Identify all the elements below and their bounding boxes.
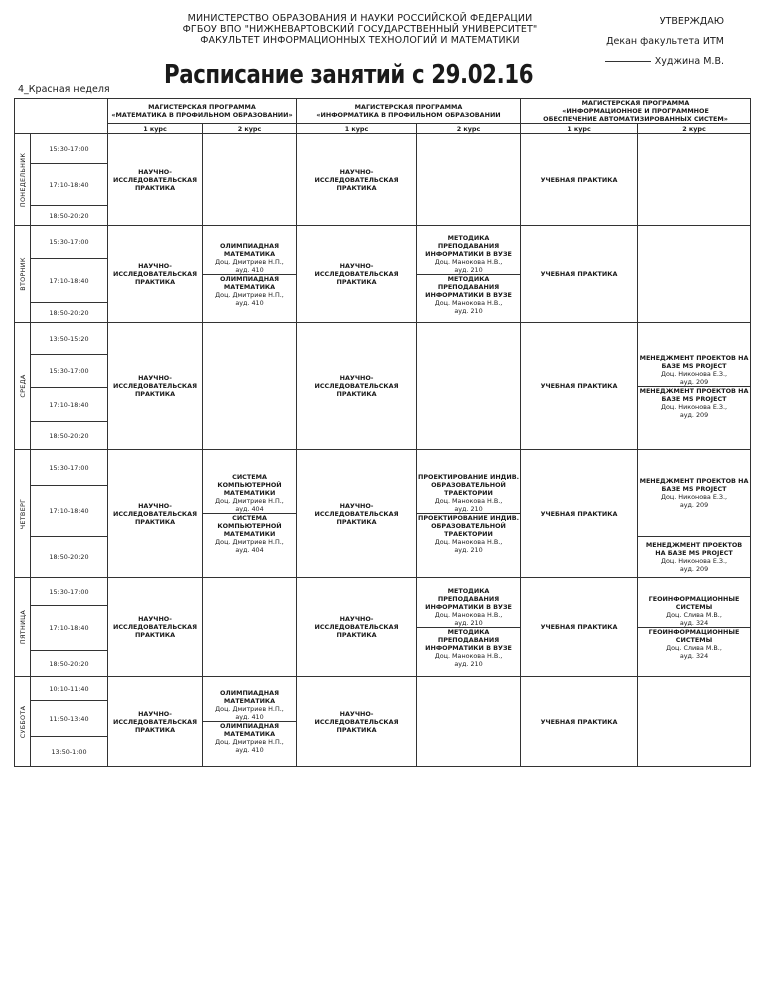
ministry-line: МИНИСТЕРСТВО ОБРАЗОВАНИЯ И НАУКИ РОССИЙСКОЙ ФЕДЕРАЦИИ (187, 13, 533, 24)
time-slot: 10:10-11:40 (31, 677, 108, 701)
course-header: 2 курс (203, 124, 297, 134)
research-practice-cell: НАУЧНО- ИССЛЕДОВАТЕЛЬСКАЯ ПРАКТИКА (297, 578, 417, 677)
subject-cell (203, 677, 297, 767)
time-slot: 18:50-20:20 (31, 206, 108, 226)
program-math: МАГИСТЕРСКАЯ ПРОГРАММА «МАТЕМАТИКА В ПРОФИЛЬНОМ ОБРАЗОВАНИИ» (108, 99, 297, 124)
subject-olymp: ОЛИМПИАДНАЯ МАТЕМАТИКА Доц. Дмитриев Н.П., ауд. 410 (215, 241, 284, 274)
header-institution (180, 13, 540, 46)
study-practice-cell: УЧЕБНАЯ ПРАКТИКА (521, 578, 638, 677)
signature-underline (605, 61, 651, 62)
subject-olymp: ОЛИМПИАДНАЯ МАТЕМАТИКА Доц. Дмитриев Н.П., ауд. 410 (215, 689, 284, 721)
subject-mgmt: МЕНЕДЖМЕНТ ПРОЕКТОВ НА БАЗЕ MS PROJECT Доц. Никонова Е.З., ауд. 209 (639, 477, 749, 509)
dean-label: Декан факультета ИТМ (606, 36, 724, 47)
time-slot: 17:10-18:40 (31, 388, 108, 422)
day-monday: ПОНЕДЕЛЬНИК (15, 134, 31, 226)
subject-geo: ГЕОИНФОРМАЦИОННЫЕ СИСТЕМЫ Доц. Слива М.В., ауд. 324 (638, 627, 750, 660)
subject-method: МЕТОДИКА ПРЕПОДАВАНИЯ ИНФОРМАТИКИ В ВУЗЕ Доц. Манокова Н.В., ауд. 210 (425, 233, 512, 274)
subject-mgmt: МЕНЕДЖМЕНТ ПРОЕКТОВ НА БАЗЕ MS PROJECT Доц. Никонова Е.З., ауд. 209 (639, 353, 749, 386)
research-practice-cell: НАУЧНО- ИССЛЕДОВАТЕЛЬСКАЯ ПРАКТИКА (108, 226, 203, 323)
course-header: 1 курс (108, 124, 203, 134)
time-slot: 11:50-13:40 (31, 701, 108, 737)
study-practice-cell: УЧЕБНАЯ ПРАКТИКА (521, 226, 638, 323)
time-slot: 18:50-20:20 (31, 537, 108, 578)
time-slot: 15:30-17:00 (31, 578, 108, 606)
empty-cell (638, 226, 751, 323)
day-thursday: ЧЕТВЕРГ (15, 450, 31, 578)
subject-sys: СИСТЕМА КОМПЬЮТЕРНОЙ МАТЕМАТИКИ Доц. Дмитриев Н.П., ауд. 404 (203, 513, 296, 554)
subject-sys: СИСТЕМА КОМПЬЮТЕРНОЙ МАТЕМАТИКИ Доц. Дмитриев Н.П., ауд. 404 (215, 473, 284, 513)
approval-block (605, 12, 724, 72)
subject-cell (417, 226, 521, 323)
empty-cell (203, 578, 297, 677)
empty-cell (203, 323, 297, 450)
subject-cell (638, 578, 751, 677)
subject-olymp: ОЛИМПИАДНАЯ МАТЕМАТИКА Доц. Дмитриев Н.П., ауд. 410 (203, 721, 296, 754)
faculty-line: ФАКУЛЬТЕТ ИНФОРМАЦИОННЫХ ТЕХНОЛОГИЙ И МАТЕМАТИКИ (200, 35, 520, 46)
approve-label: УТВЕРЖДАЮ (659, 16, 724, 27)
research-practice-cell: НАУЧНО- ИССЛЕДОВАТЕЛЬСКАЯ ПРАКТИКА (297, 323, 417, 450)
time-slot: 18:50-20:20 (31, 422, 108, 450)
research-practice-cell: НАУЧНО- ИССЛЕДОВАТЕЛЬСКАЯ ПРАКТИКА (108, 677, 203, 767)
research-practice-cell: НАУЧНО- ИССЛЕДОВАТЕЛЬСКАЯ ПРАКТИКА (108, 450, 203, 578)
research-practice-cell: НАУЧНО- ИССЛЕДОВАТЕЛЬСКАЯ ПРАКТИКА (297, 226, 417, 323)
time-slot: 13:50-15:20 (31, 323, 108, 355)
subject-method: МЕТОДИКА ПРЕПОДАВАНИЯ ИНФОРМАТИКИ В ВУЗЕ Доц. Манокова Н.В., ауд. 210 (417, 274, 520, 315)
time-slot: 15:30-17:00 (31, 450, 108, 486)
research-practice-cell: НАУЧНО- ИССЛЕДОВАТЕЛЬСКАЯ ПРАКТИКА (108, 323, 203, 450)
time-slot: 15:30-17:00 (31, 134, 108, 164)
empty-cell (417, 134, 521, 226)
research-practice-cell: НАУЧНО- ИССЛЕДОВАТЕЛЬСКАЯ ПРАКТИКА (108, 134, 203, 226)
time-slot: 17:10-18:40 (31, 486, 108, 537)
subject-mgmt: МЕНЕДЖМЕНТ ПРОЕКТОВ НА БАЗЕ MS PROJECT Доц. Никонова Е.З., ауд. 209 (645, 541, 743, 573)
empty-cell (417, 677, 521, 767)
week-label: 4_Красная неделя (18, 84, 110, 95)
time-slot: 17:10-18:40 (31, 606, 108, 651)
time-slot: 13:50-1:00 (31, 737, 108, 767)
time-slot: 17:10-18:40 (31, 164, 108, 206)
time-slot: 17:10-18:40 (31, 259, 108, 303)
day-friday: ПЯТНИЦА (15, 578, 31, 677)
subject-cell (203, 226, 297, 323)
empty-cell (417, 323, 521, 450)
time-slot: 18:50-20:20 (31, 303, 108, 323)
study-practice-cell: УЧЕБНАЯ ПРАКТИКА (521, 323, 638, 450)
day-wednesday: СРЕДА (15, 323, 31, 450)
page-title: Расписание занятий с 29.02.16 (164, 60, 534, 90)
program-software: МАГИСТЕРСКАЯ ПРОГРАММА «ИНФОРМАЦИОННОЕ И ПРОГРАММНОЕ ОБЕСПЕЧЕНИЕ АВТОМАТИЗИРОВАННЫХ СИСТЕМ» (521, 99, 751, 124)
subject-cell (638, 537, 751, 578)
university-line: ФГБОУ ВПО "НИЖНЕВАРТОВСКИЙ ГОСУДАРСТВЕННЫЙ УНИВЕРСИТЕТ" (182, 24, 538, 35)
empty-cell (638, 134, 751, 226)
subject-mgmt: МЕНЕДЖМЕНТ ПРОЕКТОВ НА БАЗЕ MS PROJECT Доц. Никонова Е.З., ауд. 209 (639, 386, 749, 419)
subject-cell (638, 450, 751, 537)
research-practice-cell: НАУЧНО- ИССЛЕДОВАТЕЛЬСКАЯ ПРАКТИКА (108, 578, 203, 677)
subject-cell (203, 450, 297, 578)
time-slot: 18:50-20:20 (31, 651, 108, 677)
subject-method: МЕТОДИКА ПРЕПОДАВАНИЯ ИНФОРМАТИКИ В ВУЗЕ Доц. Манокова Н.В., ауд. 210 (425, 586, 512, 627)
course-header: 1 курс (521, 124, 638, 134)
signer-name: Худжина М.В. (654, 56, 724, 67)
subject-olymp: ОЛИМПИАДНАЯ МАТЕМАТИКА Доц. Дмитриев Н.П., ауд. 410 (203, 274, 296, 307)
study-practice-cell: УЧЕБНАЯ ПРАКТИКА (521, 134, 638, 226)
subject-cell (417, 450, 521, 578)
subject-proj: ПРОЕКТИРОВАНИЕ ИНДИВ. ОБРАЗОВАТЕЛЬНОЙ ТРАЕКТОРИИ Доц. Манокова Н.В., ауд. 210 (418, 473, 520, 513)
time-slot: 15:30-17:00 (31, 355, 108, 388)
day-saturday: СУББОТА (15, 677, 31, 767)
research-practice-cell: НАУЧНО- ИССЛЕДОВАТЕЛЬСКАЯ ПРАКТИКА (297, 677, 417, 767)
empty-cell (203, 134, 297, 226)
table-corner (15, 99, 108, 134)
program-informatics: МАГИСТЕРСКАЯ ПРОГРАММА «ИНФОРМАТИКА В ПРОФИЛЬНОМ ОБРАЗОВАНИИ (297, 99, 521, 124)
course-header: 1 курс (297, 124, 417, 134)
schedule-table (14, 98, 751, 767)
empty-cell (638, 677, 751, 767)
signature-line (605, 52, 724, 72)
subject-cell (417, 578, 521, 677)
subject-method: МЕТОДИКА ПРЕПОДАВАНИЯ ИНФОРМАТИКИ В ВУЗЕ Доц. Манокова Н.В., ауд. 210 (417, 627, 520, 668)
time-slot: 15:30-17:00 (31, 226, 108, 259)
study-practice-cell: УЧЕБНАЯ ПРАКТИКА (521, 677, 638, 767)
subject-proj: ПРОЕКТИРОВАНИЕ ИНДИВ. ОБРАЗОВАТЕЛЬНОЙ ТРАЕКТОРИИ Доц. Манокова Н.В., ауд. 210 (418, 514, 520, 554)
course-header: 2 курс (417, 124, 521, 134)
subject-geo: ГЕОИНФОРМАЦИОННЫЕ СИСТЕМЫ Доц. Слива М.В., ауд. 324 (648, 594, 740, 627)
research-practice-cell: НАУЧНО- ИССЛЕДОВАТЕЛЬСКАЯ ПРАКТИКА (297, 450, 417, 578)
course-header: 2 курс (638, 124, 751, 134)
research-practice-cell: НАУЧНО- ИССЛЕДОВАТЕЛЬСКАЯ ПРАКТИКА (297, 134, 417, 226)
study-practice-cell: УЧЕБНАЯ ПРАКТИКА (521, 450, 638, 578)
day-tuesday: ВТОРНИК (15, 226, 31, 323)
subject-cell (638, 323, 751, 450)
